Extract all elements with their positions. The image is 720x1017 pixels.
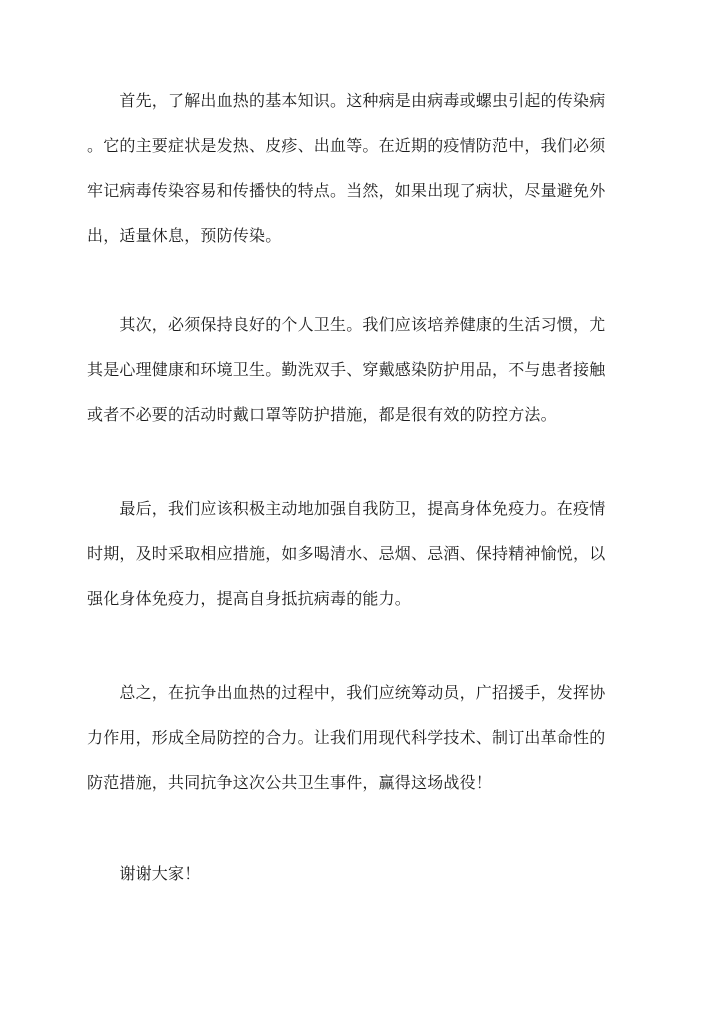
text-line: 或者不必要的活动时戴口罩等防护措施，都是很有效的防控方法。: [87, 405, 557, 424]
paragraph-basic-knowledge: [87, 78, 633, 258]
text-line: 最后，我们应该积极主动地加强自我防卫，提高身体免疫力。在疫情: [87, 499, 606, 518]
paragraph-personal-hygiene: [87, 302, 633, 437]
text-line: 总之，在抗争出血热的过程中，我们应统筹动员，广招援手，发挥协: [87, 683, 606, 702]
text-line: 其是心理健康和环境卫生。勤洗双手、穿戴感染防护用品，不与患者接触: [87, 360, 606, 379]
text-line: 力作用，形成全局防控的合力。让我们用现代科学技术、制订出革命性的: [87, 728, 606, 747]
paragraph-conclusion: [87, 670, 633, 805]
text-line: 牢记病毒传染容易和传播快的特点。当然，如果出现了病状，尽量避免外: [87, 181, 606, 200]
text-line: 首先，了解出血热的基本知识。这种病是由病毒或螺虫引起的传染病: [87, 91, 606, 110]
text-line: 出，适量休息，预防传染。: [87, 226, 282, 245]
text-line: 。它的主要症状是发热、皮疹、出血等。在近期的疫情防范中，我们必须: [87, 136, 606, 155]
paragraph-closing-thanks: [87, 851, 633, 896]
text-line: 防范措施，共同抗争这次公共卫生事件，赢得这场战役！: [87, 773, 493, 792]
text-line: 其次，必须保持良好的个人卫生。我们应该培养健康的生活习惯，尤: [87, 315, 606, 334]
text-line: 谢谢大家！: [87, 864, 201, 883]
text-line: 时期，及时采取相应措施，如多喝清水、忌烟、忌酒、保持精神愉悦，以: [87, 544, 606, 563]
text-line: 强化身体免疫力，提高自身抵抗病毒的能力。: [87, 589, 412, 608]
paragraph-self-protection: [87, 486, 633, 621]
